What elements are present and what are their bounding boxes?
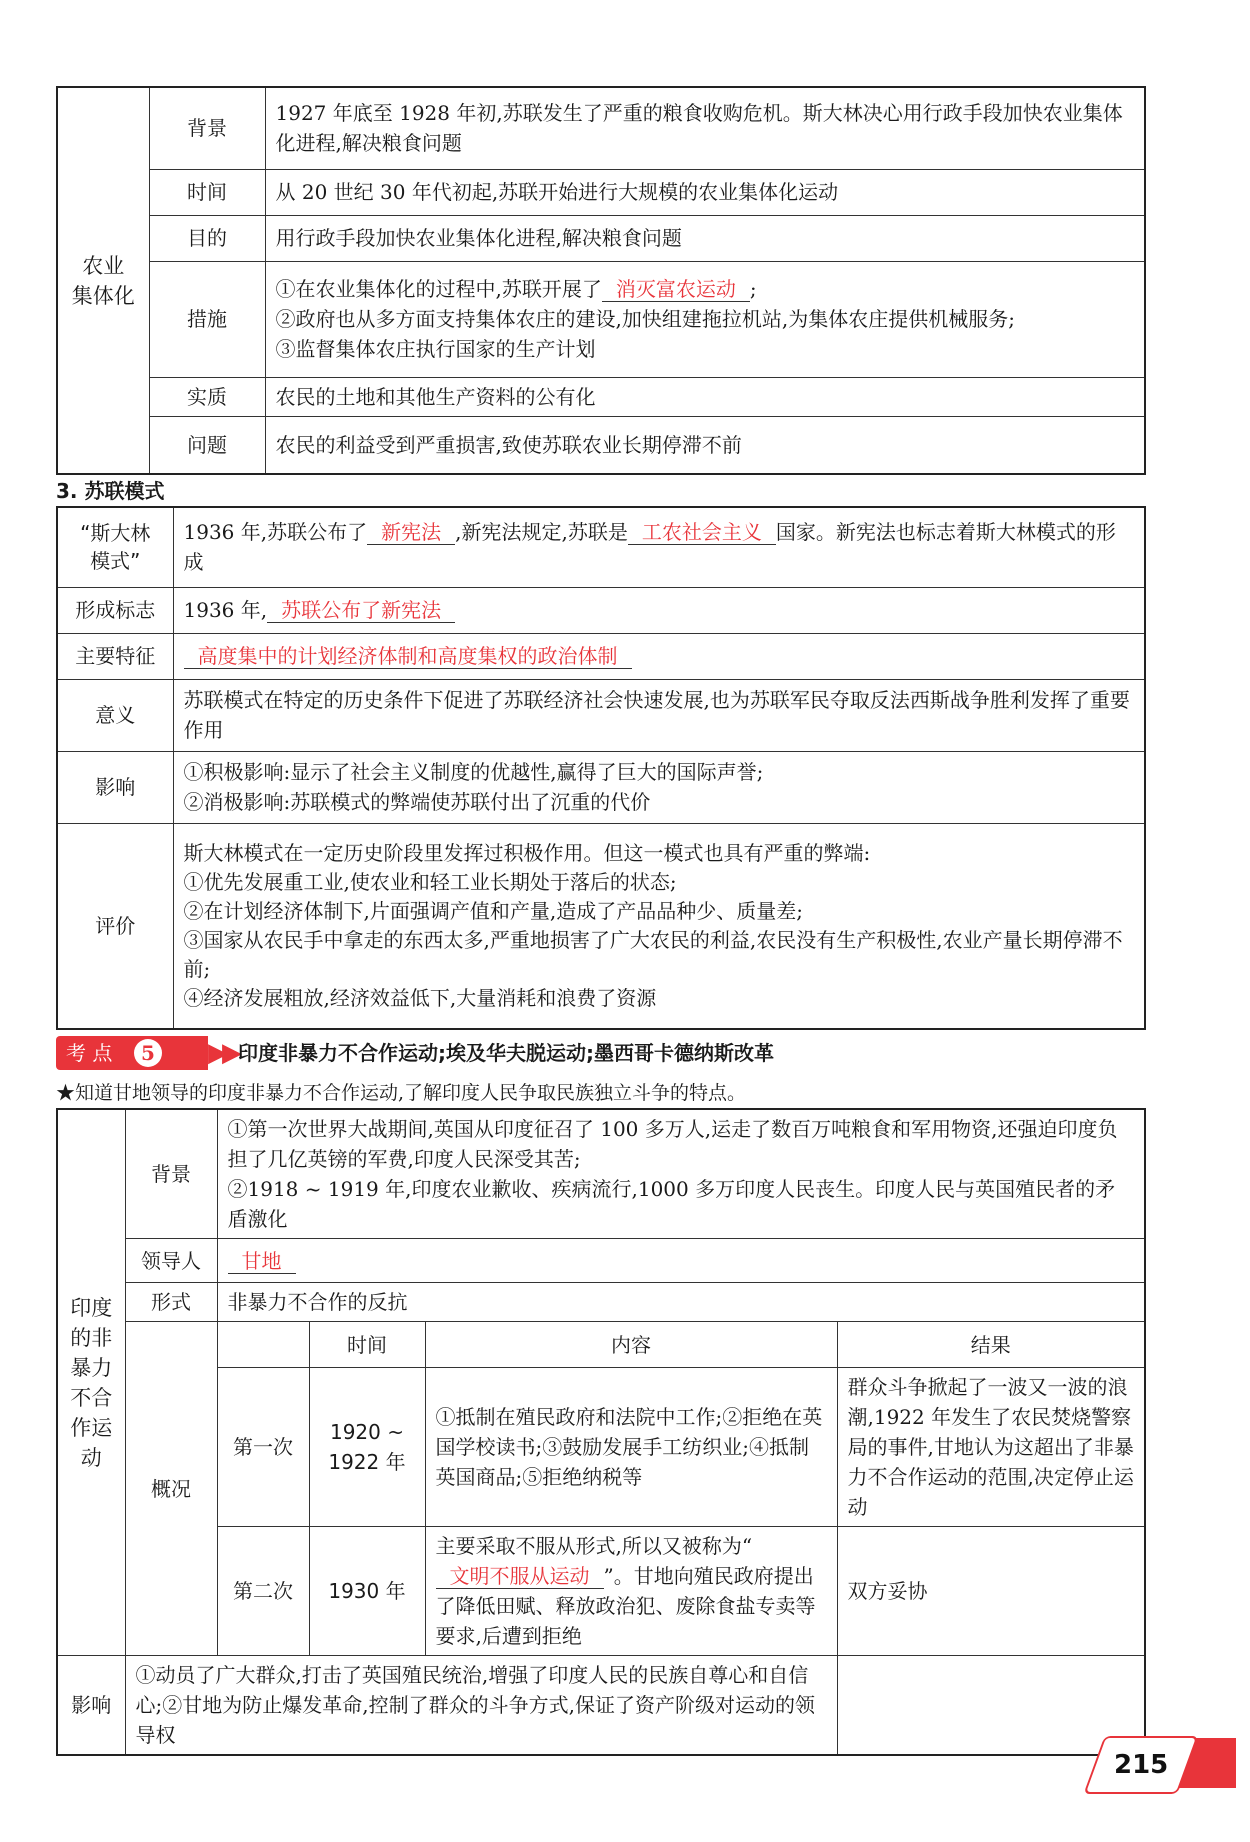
column-header: 时间 xyxy=(309,1322,425,1368)
table-row xyxy=(57,1527,1145,1656)
text: 斯大林模式在一定历史阶段里发挥过积极作用。但这一模式也具有严重的弊端: xyxy=(183,840,871,865)
table-india-noncooperation xyxy=(56,1108,1146,1756)
row-content: 农民的土地和其他生产资料的公有化 xyxy=(265,377,1145,416)
table-row xyxy=(57,587,1145,633)
text: ,新宪法规定,苏联是 xyxy=(455,520,628,545)
table-row xyxy=(57,1322,1145,1368)
text: ; xyxy=(749,277,757,301)
row-label: 实质 xyxy=(149,377,265,416)
row-label: 时间 xyxy=(149,169,265,215)
table-row xyxy=(57,1283,1145,1322)
table-soviet-model xyxy=(56,506,1146,1030)
table-row xyxy=(57,1368,1145,1527)
table-row xyxy=(57,1109,1145,1239)
row-label: 第二次 xyxy=(217,1527,309,1656)
row-content xyxy=(173,507,1145,587)
row-content xyxy=(217,1239,1145,1283)
text: 国家。新宪法也标志着斯大林模式的形成 xyxy=(183,520,1116,575)
row-label: 形成标志 xyxy=(57,587,173,633)
text: ②1918 ~ 1919 年,印度农业歉收、疾病流行,1000 多万印度人民丧生。印度人民与英国殖民者的矛盾激化 xyxy=(227,1177,1116,1231)
row-content: 1927 年底至 1928 年初,苏联发生了严重的粮食收购危机。斯大林决心用行政手段加快农业集体化进程,解决粮食问题 xyxy=(265,87,1145,169)
row-label: 背景 xyxy=(125,1109,217,1239)
row-content xyxy=(173,587,1145,633)
row-label: 主要特征 xyxy=(57,633,173,679)
row-label: 问题 xyxy=(149,416,265,474)
table-row xyxy=(57,416,1145,474)
key-point-header xyxy=(56,1036,1146,1070)
row-group-label: 印度 的非 暴力 不合 作运 动 xyxy=(57,1109,125,1656)
text: ②消极影响:苏联模式的弊端使苏联付出了沉重的代价 xyxy=(183,790,651,814)
double-arrow-icon: ▶▶ xyxy=(208,1038,236,1068)
key-point-badge xyxy=(56,1036,208,1070)
section-heading: 3. 苏联模式 xyxy=(56,479,165,503)
text: ④经济发展粗放,经济效益低下,大量消耗和浪费了资源 xyxy=(183,985,657,1010)
text: ①第一次世界大战期间,英国从印度征召了 100 多万人,运走了数百万吨粮食和军用物资,还强迫印度负担了几亿英镑的军费,印度人民深受其苦; xyxy=(227,1117,1118,1171)
table-row xyxy=(57,261,1145,377)
table-row xyxy=(57,377,1145,416)
table-row xyxy=(57,679,1145,751)
row-content xyxy=(265,261,1145,377)
text: ①优先发展重工业,使农业和轻工业长期处于落后的状态; xyxy=(183,869,677,894)
row-content: 从 20 世纪 30 年代初起,苏联开始进行大规模的农业集体化运动 xyxy=(265,169,1145,215)
column-header: 内容 xyxy=(425,1322,837,1368)
table-row xyxy=(57,823,1145,1029)
row-label: 影响 xyxy=(57,751,173,823)
fill-blank-answer: 工农社会主义 xyxy=(628,520,776,545)
fill-blank-answer: 消灭富农运动 xyxy=(602,277,750,302)
fill-blank-answer: 新宪法 xyxy=(367,520,455,545)
fill-blank-answer: 高度集中的计划经济体制和高度集权的政治体制 xyxy=(184,644,632,669)
row-content: 用行政手段加快农业集体化进程,解决粮食问题 xyxy=(265,215,1145,261)
content-cell: ①抵制在殖民政府和法院中工作;②拒绝在英国学校读书;③鼓励发展手工纺织业;④抵制英国商品;⑤拒绝纳税等 xyxy=(425,1368,837,1527)
row-content: 苏联模式在特定的历史条件下促进了苏联经济社会快速发展,也为苏联军民夺取反法西斯战争胜利发挥了重要作用 xyxy=(173,679,1145,751)
row-label: 措施 xyxy=(149,261,265,377)
result-cell: 双方妥协 xyxy=(837,1527,1145,1656)
text: ②政府也从多方面支持集体农庄的建设,加快组建拖拉机站,为集体农庄提供机械服务; xyxy=(275,307,1015,331)
text: 主要采取不服从形式,所以又被称为“ xyxy=(435,1534,753,1558)
text: ③监督集体农庄执行国家的生产计划 xyxy=(275,337,596,361)
page-number-text: 215 xyxy=(1113,1750,1169,1780)
key-point-title: 印度非暴力不合作运动;埃及华夫脱运动;墨西哥卡德纳斯改革 xyxy=(238,1041,774,1065)
row-label: 背景 xyxy=(149,87,265,169)
fill-blank-answer: 文明不服从运动 xyxy=(436,1564,604,1589)
key-point-badge-label: 考 点 xyxy=(66,1041,113,1065)
row-content: 非暴力不合作的反抗 xyxy=(217,1283,1145,1322)
row-content xyxy=(173,823,1145,1029)
row-label: 第一次 xyxy=(217,1368,309,1527)
row-label: 概况 xyxy=(125,1322,217,1656)
table-row xyxy=(57,1656,1145,1756)
text: ①在农业集体化的过程中,苏联开展了 xyxy=(275,277,602,301)
row-content xyxy=(173,751,1145,823)
table-row xyxy=(57,215,1145,261)
text: 1936 年,苏联公布了 xyxy=(183,520,368,545)
fill-blank-answer: 苏联公布了新宪法 xyxy=(267,598,455,623)
column-header: 结果 xyxy=(837,1322,1145,1368)
table-row xyxy=(57,507,1145,587)
table-row xyxy=(57,169,1145,215)
row-label: 形式 xyxy=(125,1283,217,1322)
row-label: 意义 xyxy=(57,679,173,751)
table-row xyxy=(57,633,1145,679)
row-label: 领导人 xyxy=(125,1239,217,1283)
table-row xyxy=(57,1239,1145,1283)
result-cell: 群众斗争掀起了一波又一波的浪潮,1922 年发生了农民焚烧警察局的事件,甘地认为这超出了非暴力不合作运动的范围,决定停止运动 xyxy=(837,1368,1145,1527)
key-point-number: 5 xyxy=(134,1039,162,1067)
row-label: “斯大林 模式” xyxy=(57,507,173,587)
fill-blank-answer: 甘地 xyxy=(228,1249,296,1274)
table-row xyxy=(57,87,1145,169)
content-cell xyxy=(425,1527,837,1656)
text: ②在计划经济体制下,片面强调产值和产量,造成了产品品种少、质量差; xyxy=(183,898,803,923)
time-cell: 1930 年 xyxy=(309,1527,425,1656)
learning-objective-note: ★知道甘地领导的印度非暴力不合作运动,了解印度人民争取民族独立斗争的特点。 xyxy=(56,1082,747,1104)
row-group-label: 农业 集体化 xyxy=(57,87,149,474)
row-content xyxy=(217,1109,1145,1239)
page-number-tab xyxy=(1086,1738,1236,1788)
row-label: 目的 xyxy=(149,215,265,261)
text: ①积极影响:显示了社会主义制度的优越性,赢得了巨大的国际声誉; xyxy=(183,760,764,784)
row-label: 影响 xyxy=(57,1656,125,1756)
row-content xyxy=(173,633,1145,679)
time-cell: 1920 ~ 1922 年 xyxy=(309,1368,425,1527)
table-row xyxy=(57,751,1145,823)
table-agricultural-collectivization xyxy=(56,86,1146,475)
text: ”。甘地向殖民政府提出了降低田赋、释放政治犯、废除食盐专卖等要求,后遭到拒绝 xyxy=(435,1564,816,1648)
text: ③国家从农民手中拿走的东西太多,严重地损害了广大农民的利益,农民没有生产积极性,农业产量长期停滞不前; xyxy=(183,927,1123,981)
header-empty xyxy=(217,1322,309,1368)
text: 1936 年, xyxy=(183,598,268,622)
row-content: 农民的利益受到严重损害,致使苏联农业长期停滞不前 xyxy=(265,416,1145,474)
row-label: 评价 xyxy=(57,823,173,1029)
row-content: ①动员了广大群众,打击了英国殖民统治,增强了印度人民的民族自尊心和自信心;②甘地为防止爆发革命,控制了群众的斗争方式,保证了资产阶级对运动的领导权 xyxy=(125,1656,837,1756)
